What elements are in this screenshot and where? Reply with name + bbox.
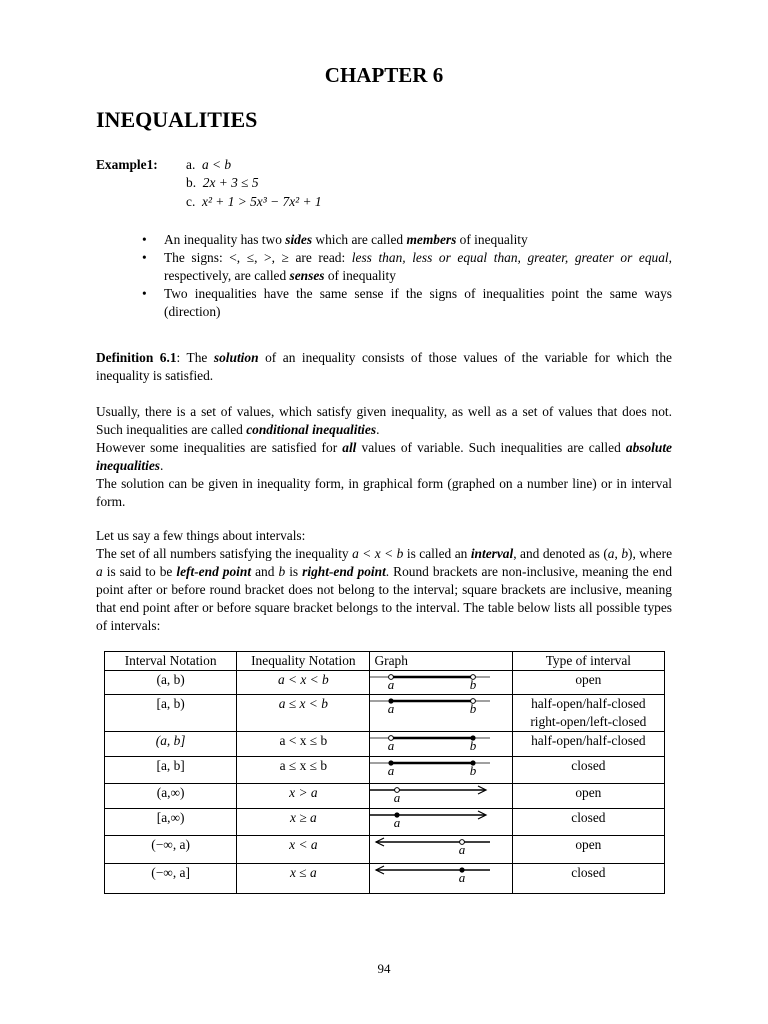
column-header: Graph: [370, 652, 512, 671]
table-header-row: [105, 652, 665, 671]
type-cell: closed: [512, 809, 664, 836]
graph-cell: [370, 757, 512, 784]
column-header: Type of interval: [512, 652, 664, 671]
table-row: [105, 784, 665, 809]
example-item-c: [186, 193, 322, 211]
inequality-cell: a < x ≤ b: [237, 732, 370, 757]
number-line-graph: [370, 784, 511, 808]
inequality-cell: a ≤ x ≤ b: [237, 757, 370, 784]
interval-notation-cell: [a, b]: [105, 757, 237, 784]
endpoint-label: a: [459, 870, 466, 885]
type-cell: closed: [512, 757, 664, 784]
table-row: [105, 809, 665, 836]
graph-cell: [370, 809, 512, 836]
inequality-cell: a < x < b: [237, 671, 370, 695]
table-row: [105, 836, 665, 864]
type-text-secondary: right-open/left-closed: [530, 714, 647, 729]
page-title: INEQUALITIES: [96, 107, 258, 132]
bullet-item: • The signs: <, ≤, >, ≥ are read: less than, less or equal than, greater, greater or equal, respectively, are called senses of inequality: [140, 249, 672, 285]
type-cell: half-open/half-closed: [512, 732, 664, 757]
graph-cell: [370, 695, 512, 732]
bullet-item: • An inequality has two sides which are called members of inequality: [140, 231, 672, 249]
endpoint-label: a: [388, 763, 395, 778]
intro-paragraph: Usually, there is a set of values, which satisfy given inequality, as well as a set of values that does not. Such inequalities are called conditional inequalities. However some inequalities are satisfied for all values of variable. Such inequalities are called absolute inequalities. The solution can be given in inequality form, in graphical form (graphed on a number line) or in interval form.: [96, 404, 673, 509]
bullet-item: • Two inequalities have the same sense if the signs of inequalities point the same ways (direction): [140, 285, 672, 321]
inequality-cell: x < a: [237, 836, 370, 864]
page-number: 94: [377, 961, 391, 976]
endpoint-label: b: [470, 738, 477, 753]
endpoint-label: b: [470, 701, 477, 716]
type-cell: [512, 695, 664, 732]
number-line-graph: [370, 695, 511, 718]
intervals-table: [104, 651, 665, 894]
definition-block: Definition 6.1: The solution of an inequality consists of those values of the variable for which the inequality is satisfied.: [96, 350, 673, 383]
table-row: [105, 671, 665, 695]
number-line-graph: [370, 757, 511, 782]
type-text: half-open/half-closed: [531, 696, 646, 711]
endpoint-label: a: [394, 815, 401, 830]
interval-notation-cell: (a, b): [105, 671, 237, 695]
example-item-a: [186, 156, 231, 174]
table-row: [105, 757, 665, 784]
interval-notation-cell: [a, b): [105, 695, 237, 732]
example-expression: x² + 1 > 5x³ − 7x² + 1: [202, 194, 322, 209]
endpoint-label: a: [394, 790, 401, 805]
column-header: Interval Notation: [105, 652, 237, 671]
graph-cell: [370, 784, 512, 809]
endpoint-label: a: [459, 842, 466, 857]
interval-notation-cell: (−∞, a]: [105, 864, 237, 894]
example-marker: c.: [186, 194, 196, 209]
number-line-graph: [370, 836, 511, 863]
type-cell: open: [512, 784, 664, 809]
graph-cell: [370, 732, 512, 757]
bullet-list: [140, 231, 672, 321]
endpoint-label: a: [388, 701, 395, 716]
column-header: Inequality Notation: [237, 652, 370, 671]
graph-cell: [370, 836, 512, 864]
inequality-cell: x > a: [237, 784, 370, 809]
endpoint-label: a: [388, 738, 395, 753]
endpoint-label: b: [470, 763, 477, 778]
example-expression: a < b: [202, 157, 232, 172]
interval-notation-cell: (a, b]: [105, 732, 237, 757]
definition-label: Definition 6.1: [96, 350, 177, 365]
example-item-b: [186, 174, 259, 192]
table-row: [105, 864, 665, 894]
example-expression: 2x + 3 ≤ 5: [202, 175, 259, 190]
interval-notation-cell: [a,∞): [105, 809, 237, 836]
example-label: Example1:: [96, 157, 158, 172]
type-cell: closed: [512, 864, 664, 894]
intervals-paragraph: Let us say a few things about intervals: The set of all numbers satisfying the inequality a < x < b is called an interval, and denoted as (a, b), where a is said to be left-end point and b is right-end point. Round brackets are non-inclusive, meaning the end point after or before round bracket does not belong to the interval; square brackets are inclusive, meaning that end point after or before square bracket belongs to the interval. The table below lists all possible types of intervals:: [96, 528, 673, 633]
number-line-graph: [370, 732, 511, 755]
number-line-graph: [370, 864, 511, 893]
example-marker: b.: [186, 175, 197, 190]
table-row: [105, 732, 665, 757]
graph-cell: [370, 671, 512, 695]
table-row: [105, 695, 665, 732]
example-marker: a.: [186, 157, 196, 172]
endpoint-label: b: [470, 677, 477, 692]
type-cell: open: [512, 836, 664, 864]
inequality-cell: a ≤ x < b: [237, 695, 370, 732]
interval-notation-cell: (a,∞): [105, 784, 237, 809]
interval-notation-cell: (−∞, a): [105, 836, 237, 864]
chapter-heading: CHAPTER 6: [324, 63, 444, 87]
endpoint-label: a: [388, 677, 395, 692]
number-line-graph: [370, 809, 511, 835]
type-cell: open: [512, 671, 664, 695]
number-line-graph: [370, 671, 511, 694]
inequality-cell: x ≥ a: [237, 809, 370, 836]
graph-cell: [370, 864, 512, 894]
inequality-cell: x ≤ a: [237, 864, 370, 894]
